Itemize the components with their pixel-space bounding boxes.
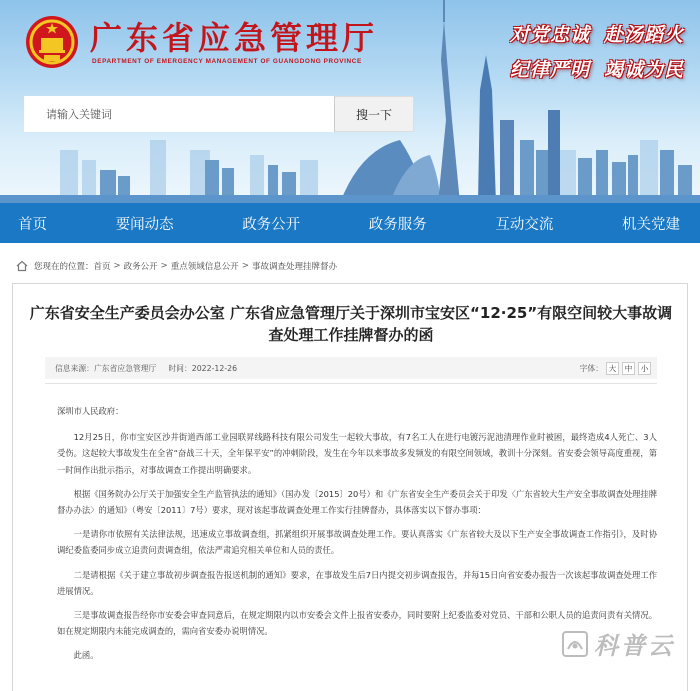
- divider: [45, 383, 657, 384]
- breadcrumb: [16, 258, 337, 274]
- article-paragraph: 12月25日，你市宝安区沙井街道西部工业园联昇线路科技有限公司发生一起较大事故，有7名工人在进行电镀污泥池清理作业时被困，最终造成4人死亡、3人受伤。这起较大事故发生在全省“奋战三十天，全年保平安”的冲刺阶段，发生在今年以来事故多发频发的有限空间领域，教训十分深刻。省安委会领导高度重视，第一时间作出批示指示，对事故调查工作提出明确要求。: [57, 432, 657, 475]
- font-size-control: [580, 362, 657, 375]
- nav-item-party-building[interactable]: 机关党建: [621, 216, 680, 233]
- slogan-1: 对党忠诚: [509, 24, 590, 46]
- home-icon: [16, 260, 28, 272]
- site-title: 广东省应急管理厅: [90, 18, 379, 57]
- nav-item-gov-services[interactable]: 政务服务: [368, 216, 427, 233]
- breadcrumb-prefix: 您现在的位置：: [34, 262, 94, 272]
- site-subtitle: DEPARTMENT OF EMERGENCY MANAGEMENT OF GUANGDONG PROVINCE: [92, 57, 362, 65]
- nav-item-interaction[interactable]: 互动交流: [495, 216, 554, 233]
- breadcrumb-item-key-areas[interactable]: 重点领域信息公开: [170, 262, 239, 272]
- nav-item-home[interactable]: 首页: [18, 216, 47, 233]
- header-banner: [0, 0, 700, 203]
- breadcrumb-item-supervision[interactable]: 事故调查处理挂牌督办: [251, 262, 337, 272]
- article-title: 广东省安全生产委员会办公室 广东省应急管理厅关于深圳市宝安区“12·25”有限空间较大事故调查处理工作挂牌督办的函: [29, 304, 673, 344]
- article-paragraph: 根据《国务院办公厅关于加强安全生产监管执法的通知》（国办发〔2015〕20号）和《广东省安全生产委员会关于印发〈广东省较大生产安全事故调查处理挂牌督办办法〉的通知》（粤安〔2011〕7号）要求，现对该起事故调查处理工作实行挂牌督办，具体落实以下督办事项：: [57, 488, 658, 516]
- article-container: [12, 283, 688, 691]
- article-paragraph: 此函。: [73, 650, 99, 661]
- main-nav: [0, 203, 700, 243]
- font-size-medium-button[interactable]: 中: [622, 362, 635, 375]
- breadcrumb-separator: >: [160, 261, 168, 271]
- nav-item-news[interactable]: 要闻动态: [115, 216, 174, 233]
- breadcrumb-separator: >: [113, 261, 121, 271]
- watermark-logo-icon: [562, 631, 588, 657]
- slogan-3: 纪律严明: [509, 59, 590, 81]
- nav-item-gov-affairs[interactable]: 政务公开: [242, 216, 301, 233]
- article-paragraph: 二是请根据《关于建立事故初步调查报告报送机制的通知》要求，在事故发生后7日内提交初步调查报告，并每15日向省安委办报告一次该起事故调查处理工作进展情况。: [57, 569, 657, 596]
- article-salutation: 深圳市人民政府：: [57, 406, 124, 416]
- article-source: 信息来源：广东省应急管理厅: [55, 363, 157, 373]
- font-size-label: 字体：: [579, 363, 603, 373]
- search-button[interactable]: 搜一下: [334, 96, 414, 132]
- breadcrumb-separator: >: [241, 261, 249, 271]
- watermark-text: 科普云: [594, 631, 675, 660]
- slogan-4: 竭诚为民: [603, 59, 684, 81]
- slogan-2: 赴汤蹈火: [603, 24, 684, 46]
- national-emblem-icon: [24, 14, 80, 70]
- article-paragraph: 三是事故调查报告经你市安委会审查同意后，在规定期限内以市安委会文件上报省安委办，同时要附上纪委监委对党员、干部和公职人员的追责问责有关情况。如在规定期限内未能完成调查的，需向省安委办说明情况。: [57, 610, 657, 637]
- watermark: [562, 626, 675, 661]
- font-size-large-button[interactable]: 大: [606, 362, 619, 375]
- search-input[interactable]: [24, 96, 334, 132]
- article-paragraph: 一是请你市依照有关法律法规，迅速成立事故调查组，抓紧组织开展事故调查处理工作。要认真落实《广东省较大及以下生产安全事故调查工作指引》，及时协调纪委监委同步成立追责问责调查组，依法严肃追究相关单位和人员的责任。: [57, 529, 657, 556]
- font-size-small-button[interactable]: 小: [638, 362, 651, 375]
- breadcrumb-item-home[interactable]: 首页: [93, 262, 111, 272]
- site-logo[interactable]: [24, 14, 378, 70]
- article-meta-bar: [45, 357, 657, 379]
- slogan-block: [510, 20, 684, 90]
- article-time: 时间：2022-12-26: [168, 363, 238, 373]
- breadcrumb-item-gov-affairs[interactable]: 政务公开: [123, 262, 158, 272]
